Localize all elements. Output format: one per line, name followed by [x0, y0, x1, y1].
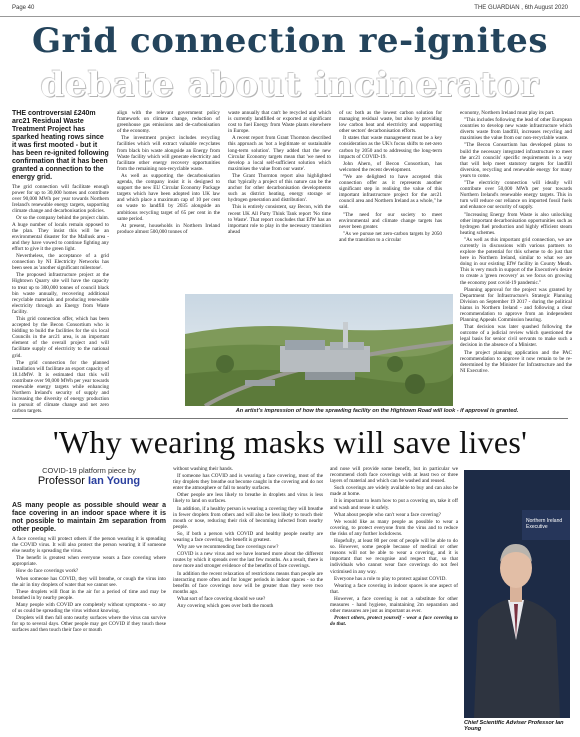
story1-paragraph: It states that waste management must be a key consideration as the UK's focus shifts to net-zero carbon by 2050 and to addressing the long-term impacts of COVID-19.: [339, 135, 442, 160]
author-title: Professor: [37, 475, 88, 487]
portrait-illustration: [464, 470, 570, 718]
story2-lead: AS many people as possible should wear a face covering in an indoor space where it is not possible to maintain 2m separation from other people.: [12, 502, 166, 533]
story2-paragraph: Everyone has a role to play to protect against COVID.: [334, 575, 447, 582]
story2-paragraph: Many people with COVID are completely without symptoms - so any of us could be spreading the virus without knowing.: [12, 601, 166, 615]
story1-lead: THE controversial £240m arc21 Residual Waste Treatment Project has sparked heating rows since it was first mooted - but it has been re-ignited following confirmation that it has been granted a connection to the energy grid.: [12, 110, 109, 181]
story2-paragraph: COVID is a new virus and we have learned more about the different routes by which it spreads over the last few months. As a result, there is now more and stronger evidence of the benefits of face coverings.: [173, 551, 323, 570]
story1-paragraph: The grid connection for the planned installation will facilitate an export capacity of 18.14MW. It is estimated that this will contribute over 90,000 MWh per year towards renewable energy targets while enhancing Northern Ireland's security of supply and increasing the diversity of energy production in pursuit of climate change and net zero carbon targets.: [12, 359, 109, 415]
platform-piece-label: COVID-19 platform piece by: [42, 466, 136, 475]
story1-column-3: [228, 110, 331, 290]
story1-paragraph: "We are delighted to have accepted this connection offer as it represents another significant step in realising the value of this important infrastructure project for the arc21 council area and Northern Ireland as a whole," he said.: [339, 173, 442, 211]
story2-paragraph: However, a face covering is not a substitute for other measures - hand hygiene, maintaining 2m separation and other measures are just as important as ever.: [330, 595, 458, 615]
story1-paragraph: That decision was later quashed following the outcome of a judicial review which questioned the legal basis for senior civil servants to make such a decision in the absence of a Minister.: [460, 324, 572, 349]
facility-artist-impression-photo: [185, 294, 453, 406]
story1-headline-line1: Grid connection re-ignites: [32, 21, 548, 61]
story1-paragraph: This grid connection offer, which has been accepted by the Becon Consortium who is bidding to build the facilities for the six local Councils in the arc21 area, is an important element of the overall project and will facilitate supply of electricity to the national grid.: [12, 315, 109, 359]
page-folio: [0, 0, 580, 17]
executive-backdrop-text: Northern Ireland Executive: [526, 518, 563, 530]
paper-name-date: THE GUARDIAN , 6th August 2020: [474, 5, 568, 11]
story2-paragraph: Other people are less likely to breathe in droplets and virus is less likely to land on surfaces.: [173, 492, 323, 505]
story2-headline: 'Why wearing masks will save lives': [52, 424, 528, 460]
page-number: Page 40: [12, 5, 35, 11]
photo-caption-facility: An artist's impression of how the sprawling facility on the Hightown Road will look - if approval is granted.: [235, 408, 519, 414]
story2-subhead: Why are we recommending face coverings now?: [177, 544, 279, 551]
story1-headline-line2: debate about incinerator: [40, 65, 540, 105]
story2-paragraph: If someone has COVID and is wearing a face covering, most of the tiny droplets they breathe out become caught in the covering and do not enter the atmosphere or fall to nearby surfaces.: [173, 473, 323, 492]
story1-paragraph: The investment project includes recycling facilities which will extract valuable recyclates from black bin waste alongside an Energy from Waste facility which will generate electricity and facilitate other energy recovery opportunities from the remaining non-recyclable waste.: [117, 135, 220, 172]
story1-paragraph: This is entirely consistent, say Becon, with the recent UK All Party Think Tank report 'No time to Waste'. That report concludes that EfW has an important role to play in the necessary transition ahead: [228, 204, 331, 235]
story1-paragraph: The proposed infrastructure project at the Hightown Quarry site will have the capacity to treat up to 300,000 tonnes of council black bin waste annually, recovering additional recyclable materials and producing renewable electricity through an Energy from Waste facility.: [12, 272, 109, 315]
story1-paragraph: John Ahern, of Becon Consortium, has welcomed the recent development.: [339, 160, 442, 173]
story1-paragraph: align with the relevant government policy framework on climate change, reduction of greenhouse gas emissions and de-carbonisation of the economy.: [117, 110, 220, 135]
photo-caption-professor: Chief Scientific Adviser Professor Ian Young: [464, 720, 564, 732]
platform-piece-byline: [12, 466, 166, 500]
story2-paragraph: In addition, if a healthy person is wearing a covering they will breathe in fewer droplets from others and will also be less likely to touch their mouth or nose, reducing their risk of becoming infected from nearby people.: [173, 505, 323, 530]
story2-paragraph: It is important to learn how to put a covering on, take it off and wash and reuse it safely.: [330, 498, 458, 511]
story1-paragraph: Nevertheless, the acceptance of a grid connection by NI Electricity Networks has been seen as 'another significant milestone'.: [12, 253, 109, 272]
story2-paragraph: These droplets will float in the air for a period of time and may be breathed in by nearby people.: [12, 588, 166, 601]
story1-paragraph: Planning approval for the project was granted by Department for Infrastructure's Strategic Planning Division on September 19 2017 - during the political hiatus in Northern Ireland - and following a clear recommendation to approve from an independent Planning Appeals Commission hearing.: [460, 286, 572, 324]
story2-paragraph: Any covering which goes over both the mouth: [177, 602, 274, 609]
story1-paragraph: "As we pursue net zero-carbon targets by 2050 and the transition to a circular: [339, 230, 442, 243]
story2-subhead: What about people who can't wear a face covering?: [334, 511, 441, 518]
story1-paragraph: "As well as this important grid connection, we are currently in discussions with various partners to explore the potential for this scheme to do just that here in Northern Ireland, similar to what we are doing in our existing EfW facility in County Meath. This is very much in support of the Executive's desire to create a 'green recovery' as we focus on growing the economy post covid-19 pandemic.": [460, 236, 572, 286]
story2-paragraph: Such coverings are widely available to buy and can also be made at home.: [330, 485, 458, 498]
story1-paragraph: of us: both as the lowest carbon solution for managing residual waste, but also by providing low carbon heat and electricity and supporting other sectors' decarbonisation efforts.: [339, 110, 442, 135]
story1-column-4: [339, 110, 442, 290]
story1-column-5: [460, 110, 572, 410]
platform-piece-author: [12, 475, 166, 488]
story2-paragraph: and nose will provide some benefit, but in particular we recommend cloth face coverings with at least two or three layers of material and which can be washed and reused.: [330, 466, 458, 485]
story2-subhead: What sort of face covering should we use?: [177, 595, 266, 602]
story2-paragraph: Droplets will then fall onto nearby surfaces where the virus can survive for up to several days. Other people may get COVID if they touch these surfaces and then touch their face or mouth: [12, 615, 166, 634]
story1-paragraph: At present, households in Northern Ireland produce almost 500,000 tonnes of: [117, 222, 220, 235]
section-divider: [12, 418, 568, 419]
story2-tagline: Protect others, protect yourself - wear a face covering to do that.: [330, 615, 458, 628]
story1-paragraph: As well as supporting the decarbonisation agenda, the company insist it is designed to support the new EU Circular Economy Package targets which have been adopted into UK law and which place a maximum cap of 10 per cent on waste to landfill by 2035 alongside an ambitious recycling target of 65 per cent in the same period.: [117, 172, 220, 222]
story2-paragraph: When someone has COVID, they will breathe, or cough the virus into the air in tiny droplets of water that we cannot see.: [12, 575, 166, 588]
story1-paragraph: "Increasing Energy from Waste is also unlocking other important decarbonisation opportunities such as hydrogen fuel production and highly efficient steam heating schemes.: [460, 211, 572, 236]
story1-paragraph: A recent report from Grant Thornton described this approach as 'not a legitimate or sustainable long-term solution'. They added that the new Circular Economy targets mean that 'we need to develop a local self-sufficient solution which maximises the value from our waste'.: [228, 135, 331, 172]
story1-paragraph: "The Becon Consortium has developed plans to build the necessary integrated infrastructure to meet the arc21 councils' specific requirements in a way that will help meet statutory targets for landfill diversion, recycling and renewable energy for many years to come.: [460, 142, 572, 179]
story1-paragraph: waste annually that can't be recycled and which is currently landfilled or exported at significant cost to fuel Energy from Waste plants elsewhere in Europe.: [228, 110, 331, 135]
story1-paragraph: "The electricity connection will ideally will contribute over 50,000 MWh per year towards Northern Ireland's renewable energy targets. This in turn will reduce our reliance on imported fossil fuels and enhance our security of supply.: [460, 180, 572, 211]
story1-paragraph: "This includes following the lead of other European countries to develop new waste infrastructure which diverts waste from landfill, increases recycling and maximises the value from our non-recyclable waste.: [460, 117, 572, 142]
story1-paragraph: "The need for our society to meet environmental and climate change targets has never been greater.: [339, 211, 442, 230]
story2-column-2: [173, 466, 323, 730]
story1-column-1: [12, 110, 109, 415]
professor-portrait-photo: [464, 470, 570, 718]
author-name: Ian Young: [87, 475, 141, 487]
story2-column-1: [12, 502, 166, 730]
facility-illustration: [185, 294, 453, 406]
story2-paragraph: So, if both a person with COVID and healthy people nearby are wearing a face covering, the benefit is greatest.: [173, 530, 323, 544]
story2-paragraph: In addition the recent relaxation of restrictions means than people are interacting more often and for longer periods in indoor spaces - so the benefits of face coverings now will be greater than they were two months ago.: [173, 570, 323, 595]
story1-paragraph: Or so the company behind the project claim. A huge number of locals remain opposed to the plan. They insist this will be an environmental disaster for the Mallusk area - and they have vowed to continue fighting any effort to give it the green light.: [12, 215, 109, 252]
story2-paragraph: Hopefully, at least 80 per cent of people will be able to do so. However, some people because of medical or other reasons will not be able to wear a covering, and it is important that we recognise and respect that, so that individuals who cannot wear face coverings do not feel victimised in any way.: [330, 538, 458, 575]
story2-paragraph: without washing their hands.: [173, 466, 233, 472]
story2-subhead: How do face coverings work?: [16, 568, 79, 575]
story1-column-2: [117, 110, 220, 290]
story2-paragraph: A face covering will protect others if the person wearing it is spreading the COVID virus. It will also protect the person wearing it if someone else nearby is spreading the virus.: [12, 536, 166, 555]
story1-paragraph: The grid connection will facilitate enough power for up to 30,000 homes and contribute over 90,000 MWh per year towards Northern Ireland's renewable energy targets, supporting climate change and decarbonisation policies.: [12, 184, 109, 215]
story2-paragraph: Wearing a face covering in indoor spaces is one aspect of that.: [330, 582, 458, 595]
story1-paragraph: The project planning application and the PAC recommendation to approve it now remain to be re-determined by the Minister for Infrastructure and the NI Executive.: [460, 349, 572, 374]
story1-paragraph: economy, Northern Ireland must play its part.: [460, 110, 555, 116]
story2-column-3: [330, 466, 458, 730]
story2-paragraph: The benefit is greatest when everyone wears a face covering where appropriate.: [12, 555, 166, 568]
story1-paragraph: The Grant Thornton report also highlighted that 'typically a project of this nature can be the anchor for other decarbonisation developments such as district heating, energy storage or hydrogen generation and distribution'.: [228, 172, 331, 204]
story2-paragraph: We would like as many people as possible to wear a covering, to protect everyone from the virus and to reduce the risks of any further lockdowns.: [330, 518, 458, 537]
